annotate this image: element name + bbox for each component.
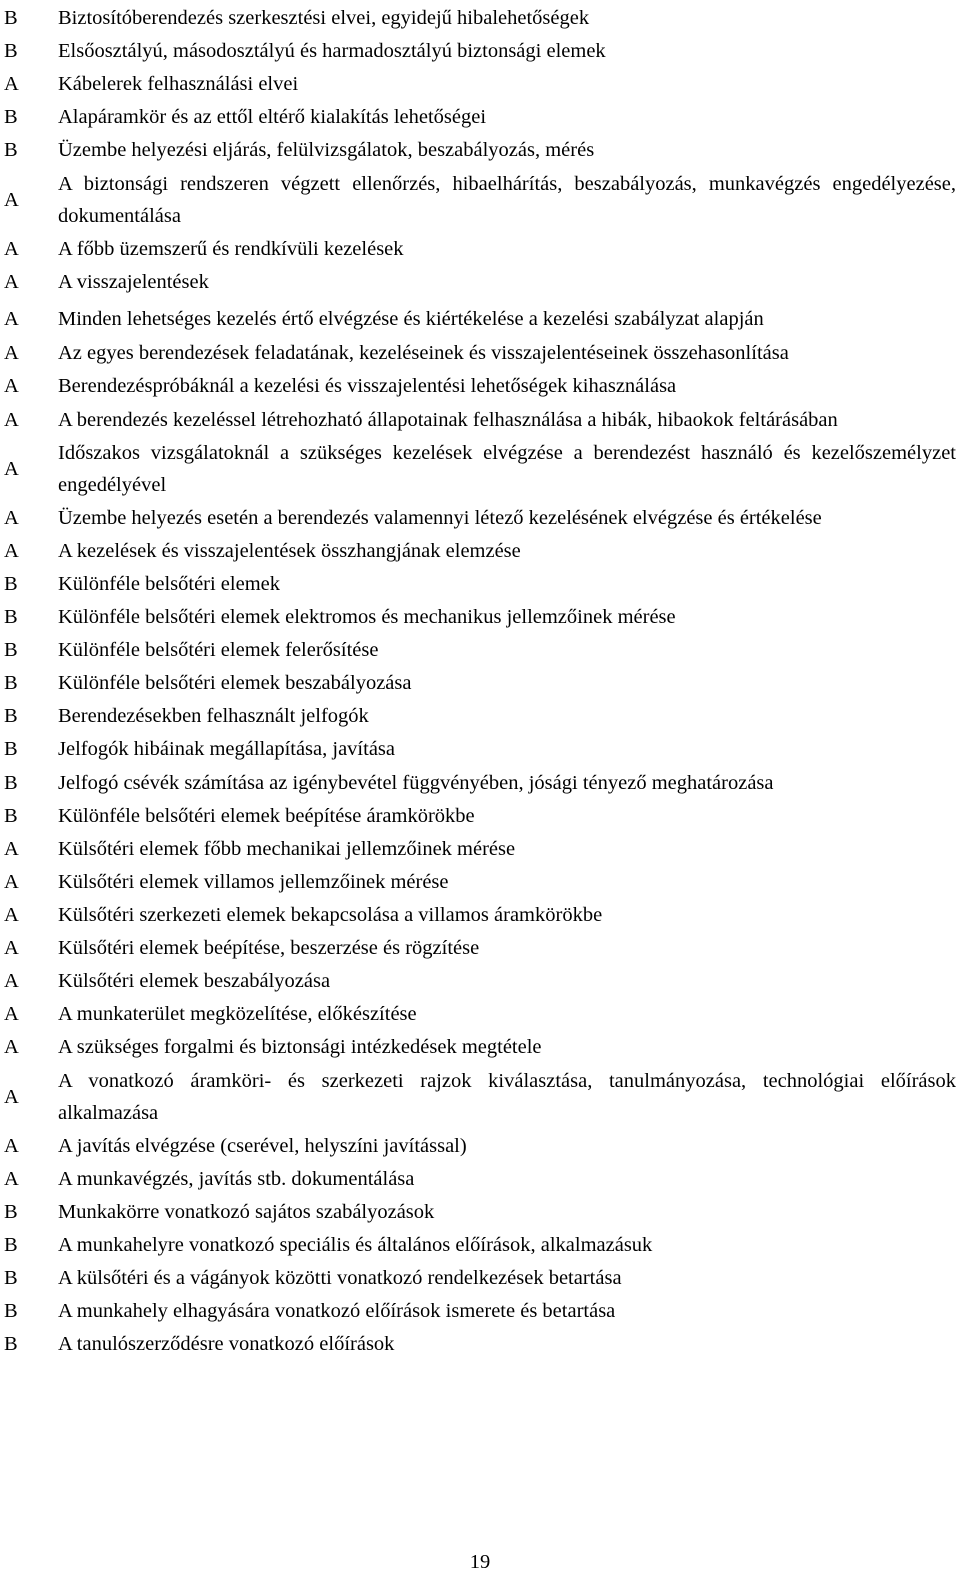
level-letter: A — [4, 271, 19, 293]
item-text: Berendezésekben felhasznált jelfogók — [58, 705, 369, 727]
list-item — [4, 634, 956, 667]
item-text: Különféle belsőtéri elemek beszabályozása — [58, 672, 412, 694]
item-text: Kábelerek felhasználási elvei — [58, 73, 299, 95]
level-letter: A — [4, 73, 19, 95]
requirements-list — [4, 2, 956, 1361]
level-letter: B — [4, 738, 18, 760]
list-item — [4, 667, 956, 700]
level-letter: B — [4, 1333, 18, 1355]
item-text: A biztonsági rendszeren végzett ellenőrzés, hibaelhárítás, beszabályozás, munkavégzés engedélyezése, dokumentálása — [58, 173, 956, 227]
level-letter: A — [4, 871, 19, 893]
list-item — [4, 998, 956, 1031]
list-item — [4, 1130, 956, 1163]
item-text: A javítás elvégzése (cserével, helyszíni javítással) — [58, 1135, 467, 1157]
item-text: A szükséges forgalmi és biztonsági intézkedések megtétele — [58, 1036, 542, 1058]
list-item — [4, 1262, 956, 1295]
list-item — [4, 168, 956, 232]
item-text: Külsőtéri elemek villamos jellemzőinek mérése — [58, 871, 449, 893]
level-letter: B — [4, 1267, 18, 1289]
item-text: Különféle belsőtéri elemek felerősítése — [58, 639, 379, 661]
item-text: Biztosítóberendezés szerkesztési elvei, egyidejű hibalehetőségek — [58, 7, 590, 29]
item-text: A kezelések és visszajelentések összhangjának elemzése — [58, 540, 521, 562]
item-text: A munkaterület megközelítése, előkészítése — [58, 1003, 417, 1025]
item-text: Jelfogó csévék számítása az igénybevétel függvényében, jósági tényező meghatározása — [58, 772, 774, 794]
item-text: Üzembe helyezési eljárás, felülvizsgálatok, beszabályozás, mérés — [58, 139, 595, 161]
item-text: A munkavégzés, javítás stb. dokumentálása — [58, 1168, 415, 1190]
level-letter: B — [4, 805, 18, 827]
level-letter: B — [4, 1201, 18, 1223]
item-text: Külsőtéri elemek beépítése, beszerzése és rögzítése — [58, 937, 480, 959]
item-text: Különféle belsőtéri elemek elektromos és mechanikus jellemzőinek mérése — [58, 606, 676, 628]
item-text: A munkahely elhagyására vonatkozó előírások ismerete és betartása — [58, 1300, 616, 1322]
list-item — [4, 932, 956, 965]
list-item — [4, 68, 956, 101]
level-letter: A — [4, 458, 19, 480]
item-text: Külsőtéri elemek főbb mechanikai jellemzőinek mérése — [58, 838, 516, 860]
list-item — [4, 1163, 956, 1196]
level-letter: A — [4, 1003, 19, 1025]
level-letter: B — [4, 1234, 18, 1256]
list-item — [4, 1031, 956, 1064]
level-letter: B — [4, 139, 18, 161]
list-item — [4, 899, 956, 932]
list-item — [4, 134, 956, 167]
item-text: Különféle belsőtéri elemek — [58, 573, 280, 595]
list-item — [4, 535, 956, 568]
item-text: A berendezés kezeléssel létrehozható állapotainak felhasználása a hibák, hibaokok feltárásában — [58, 409, 838, 431]
list-item — [4, 733, 956, 766]
item-text: Alapáramkör és az ettől eltérő kialakítás lehetőségei — [58, 106, 487, 128]
item-text: A vonatkozó áramköri- és szerkezeti rajzok kiválasztása, tanulmányozása, technológiai előírások alkalmazása — [58, 1070, 956, 1124]
level-letter: B — [4, 40, 18, 62]
item-text: Elsőosztályú, másodosztályú és harmadosztályú biztonsági elemek — [58, 40, 606, 62]
list-item — [4, 266, 956, 299]
level-letter: B — [4, 606, 18, 628]
list-item — [4, 1328, 956, 1361]
list-item — [4, 404, 956, 436]
list-item — [4, 866, 956, 899]
level-letter: A — [4, 838, 19, 860]
list-item — [4, 2, 956, 35]
item-text: Minden lehetséges kezelés értő elvégzése és kiértékelése a kezelési szabályzat alapján — [58, 308, 764, 330]
level-letter: A — [4, 1168, 19, 1190]
item-text: A munkahelyre vonatkozó speciális és általános előírások, alkalmazásuk — [58, 1234, 653, 1256]
item-text: Munkakörre vonatkozó sajátos szabályozások — [58, 1201, 435, 1223]
level-letter: A — [4, 238, 19, 260]
item-text: A főbb üzemszerű és rendkívüli kezelések — [58, 238, 404, 260]
level-letter: A — [4, 1086, 19, 1108]
item-text: A külsőtéri és a vágányok közötti vonatkozó rendelkezések betartása — [58, 1267, 622, 1289]
level-letter: A — [4, 904, 19, 926]
level-letter: A — [4, 308, 19, 330]
level-letter: B — [4, 573, 18, 595]
level-letter: A — [4, 970, 19, 992]
level-letter: A — [4, 507, 19, 529]
list-item — [4, 303, 956, 336]
level-letter: A — [4, 937, 19, 959]
list-item — [4, 767, 956, 799]
list-item — [4, 370, 956, 403]
item-text: Külsőtéri elemek beszabályozása — [58, 970, 331, 992]
item-text: A tanulószerződésre vonatkozó előírások — [58, 1333, 395, 1355]
item-text: Jelfogók hibáinak megállapítása, javítása — [58, 738, 395, 760]
level-letter: B — [4, 7, 18, 29]
list-item — [4, 35, 956, 68]
level-letter: A — [4, 1135, 19, 1157]
level-letter: B — [4, 705, 18, 727]
level-letter: B — [4, 1300, 18, 1322]
level-letter: A — [4, 189, 19, 211]
item-text: A visszajelentések — [58, 271, 209, 293]
level-letter: A — [4, 342, 19, 364]
item-text: Külsőtéri szerkezeti elemek bekapcsolása a villamos áramkörökbe — [58, 904, 603, 926]
list-item — [4, 233, 956, 266]
level-letter: A — [4, 375, 19, 397]
level-letter: B — [4, 639, 18, 661]
list-item — [4, 1229, 956, 1262]
item-text: Különféle belsőtéri elemek beépítése áramkörökbe — [58, 805, 475, 827]
level-letter: A — [4, 409, 19, 431]
list-item — [4, 965, 956, 998]
list-item — [4, 833, 956, 866]
list-item — [4, 1295, 956, 1328]
list-item — [4, 337, 956, 369]
list-item — [4, 800, 956, 833]
item-text: Berendezéspróbáknál a kezelési és visszajelentési lehetőségek kihasználása — [58, 375, 677, 397]
page-number: 19 — [469, 1551, 491, 1573]
list-item — [4, 502, 956, 534]
list-item — [4, 700, 956, 733]
list-item — [4, 568, 956, 601]
level-letter: B — [4, 106, 18, 128]
list-item — [4, 437, 956, 501]
item-text: Az egyes berendezések feladatának, kezeléseinek és visszajelentéseinek összehasonlítása — [58, 342, 789, 364]
level-letter: B — [4, 672, 18, 694]
item-text: Üzembe helyezés esetén a berendezés valamennyi létező kezelésének elvégzése és értékelése — [58, 507, 822, 529]
level-letter: A — [4, 1036, 19, 1058]
list-item — [4, 1065, 956, 1129]
list-item — [4, 1196, 956, 1229]
item-text: Időszakos vizsgálatoknál a szükséges kezelések elvégzése a berendezést használó és kezelőszemélyzet engedélyével — [58, 442, 956, 496]
list-item — [4, 601, 956, 634]
level-letter: B — [4, 772, 18, 794]
level-letter: A — [4, 540, 19, 562]
list-item — [4, 101, 956, 134]
